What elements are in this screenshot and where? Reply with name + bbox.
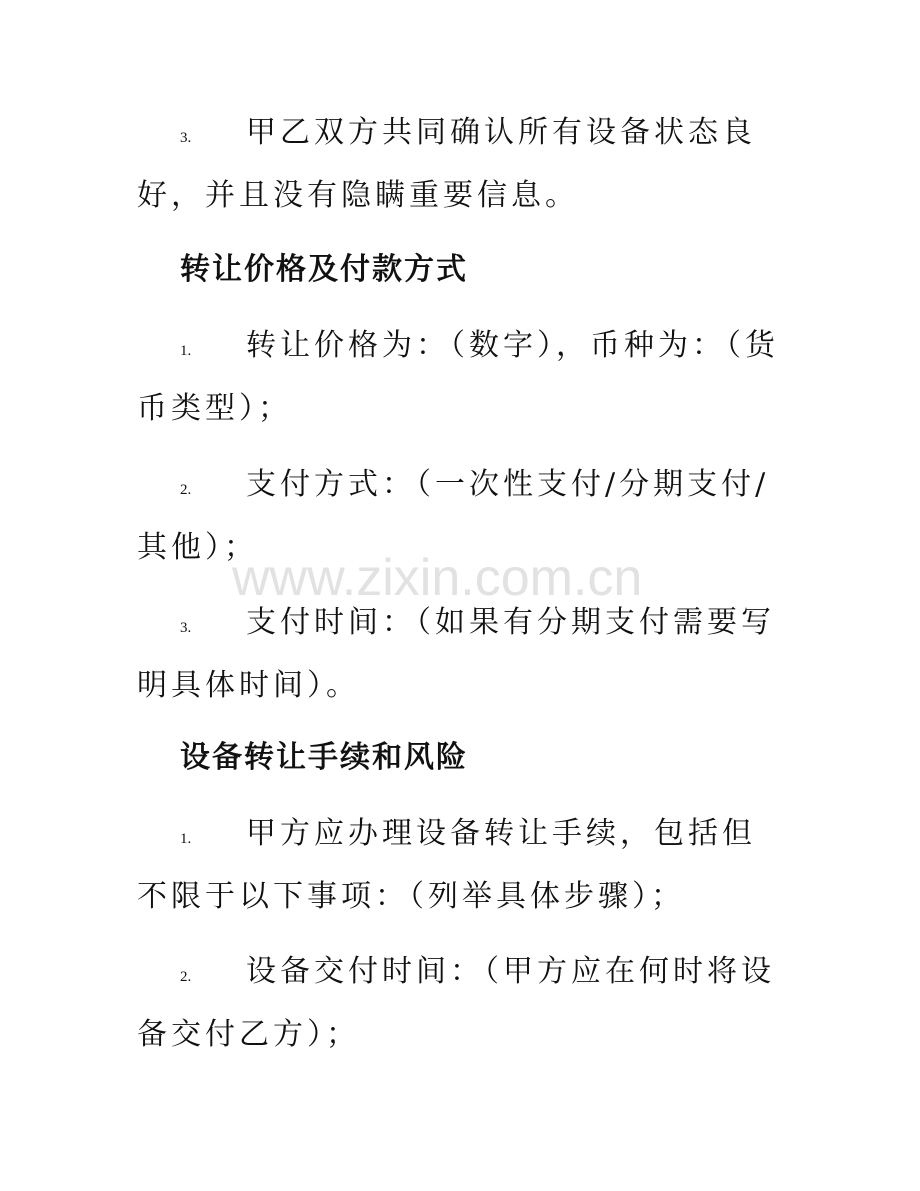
- list-item: [137, 805, 787, 926]
- item-text: 设备交付时间：（甲方应在何时将设备交付乙方）；: [137, 954, 775, 1052]
- item-number: 1.: [180, 831, 192, 847]
- item-number: 3.: [180, 620, 192, 636]
- item-number: 2.: [180, 969, 192, 985]
- item-text: 支付方式：（一次性支付/分期支付/其他）；: [137, 467, 770, 565]
- list-item: [137, 104, 787, 225]
- section-heading-transfer-risk: 设备转让手续和风险: [180, 740, 468, 775]
- item-text: 甲方应办理设备转让手续，包括但不限于以下事项：（列举具体步骤）；: [137, 816, 756, 914]
- list-item: [137, 317, 787, 438]
- list-item: [137, 943, 787, 1064]
- list-item: [137, 594, 787, 715]
- item-number: 3.: [180, 130, 192, 146]
- item-number: 2.: [180, 482, 192, 498]
- item-text: 转让价格为：（数字），币种为：（货币类型）；: [137, 328, 779, 426]
- section-heading-price-payment: 转让价格及付款方式: [180, 252, 468, 287]
- item-text: 支付时间：（如果有分期支付需要写明具体时间）。: [137, 605, 775, 703]
- item-number: 1.: [180, 343, 192, 359]
- item-text: 甲乙双方共同确认所有设备状态良好，并且没有隐瞒重要信息。: [137, 115, 756, 213]
- watermark: www.zixin.com.cn: [232, 549, 643, 607]
